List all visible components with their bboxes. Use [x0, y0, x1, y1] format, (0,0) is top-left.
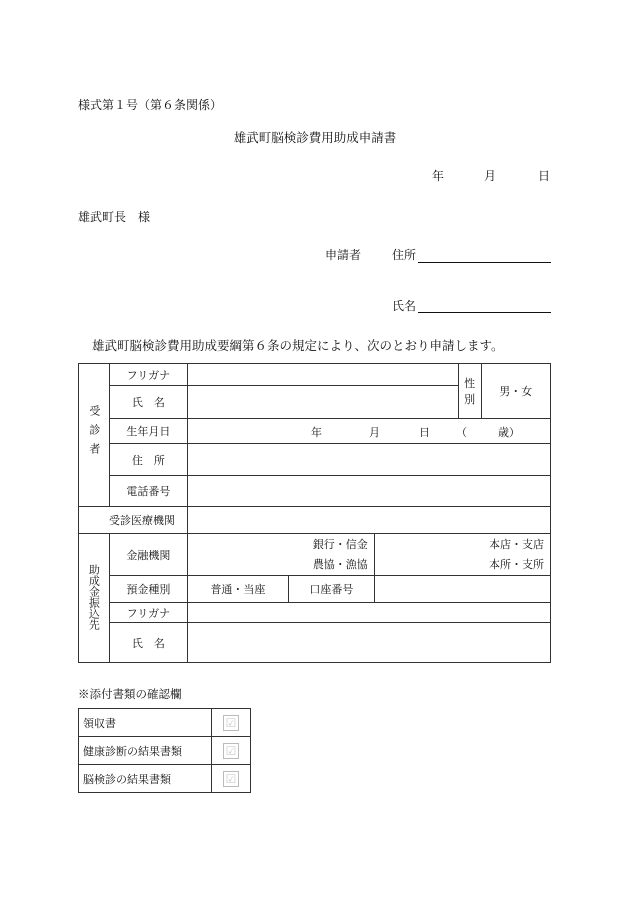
document-title: 雄武町脳検診費用助成申請書 [233, 130, 397, 145]
gender-label: 性 別 [458, 364, 481, 419]
account-number-label: 口座番号 [288, 576, 374, 603]
address-label-examinee: 住 所 [109, 444, 187, 476]
date-year: 年 [432, 169, 445, 183]
confirm-item: 領収書 [79, 709, 212, 737]
institution-label: 受診医療機関 [79, 507, 188, 534]
transfer-furigana-field[interactable] [188, 603, 551, 623]
address-label: 住所 [392, 248, 417, 262]
gender-value[interactable]: 男・女 [481, 364, 550, 419]
birth-day-unit: 日 [419, 426, 430, 439]
check-icon: ☑ [223, 715, 239, 731]
intro-text: 雄武町脳検診費用助成要綱第６条の規定により、次のとおり申請します。 [92, 338, 504, 353]
bank-label: 金融機関 [109, 534, 187, 576]
phone-field[interactable] [188, 476, 551, 507]
examinee-group-label: 受診者 [79, 364, 110, 507]
transfer-name-label: 氏 名 [109, 623, 187, 663]
address-field[interactable] [188, 444, 551, 476]
date-day: 日 [538, 169, 551, 183]
age-close: 歳） [498, 426, 520, 439]
confirm-title: ※添付書類の確認欄 [78, 687, 182, 701]
account-number-field[interactable] [374, 576, 550, 603]
date-month: 月 [484, 169, 497, 183]
account-type-label: 預金種別 [109, 576, 187, 603]
name-line[interactable] [418, 312, 551, 313]
furigana-label: フリガナ [109, 364, 187, 386]
birthdate-field[interactable] [188, 419, 551, 444]
confirm-check-1[interactable] [212, 737, 251, 765]
confirm-item: 脳検診の結果書類 [79, 765, 212, 793]
birth-year-unit: 年 [311, 426, 322, 439]
institution-field[interactable] [188, 507, 551, 534]
confirm-check-0[interactable] [212, 709, 251, 737]
bank-type[interactable]: 銀行・信金 農協・漁協 [188, 534, 375, 576]
confirm-table [78, 708, 251, 793]
transfer-name-field[interactable] [188, 623, 551, 663]
transfer-furigana-label: フリガナ [109, 603, 187, 623]
check-icon: ☑ [223, 771, 239, 787]
confirm-check-2[interactable] [212, 765, 251, 793]
name-label: 氏名 [392, 299, 417, 313]
address-line[interactable] [418, 262, 551, 263]
addressee: 雄武町長 様 [78, 210, 151, 224]
branch-type[interactable]: 本店・支店 本所・支所 [374, 534, 550, 576]
transfer-group-label: 助成金振込先 [79, 534, 110, 663]
applicant-label: 申請者 [325, 248, 362, 262]
account-type-value[interactable]: 普通・当座 [188, 576, 289, 603]
birth-month-unit: 月 [369, 426, 380, 439]
application-table [78, 363, 551, 663]
form-number: 様式第１号（第６条関係） [78, 98, 223, 112]
name-label-examinee: 氏 名 [109, 386, 187, 419]
age-open: （ [456, 426, 467, 439]
name-field[interactable] [188, 386, 459, 419]
furigana-field[interactable] [188, 364, 459, 386]
phone-label: 電話番号 [109, 476, 187, 507]
check-icon: ☑ [223, 743, 239, 759]
confirm-item: 健康診断の結果書類 [79, 737, 212, 765]
birthdate-label: 生年月日 [109, 419, 187, 444]
